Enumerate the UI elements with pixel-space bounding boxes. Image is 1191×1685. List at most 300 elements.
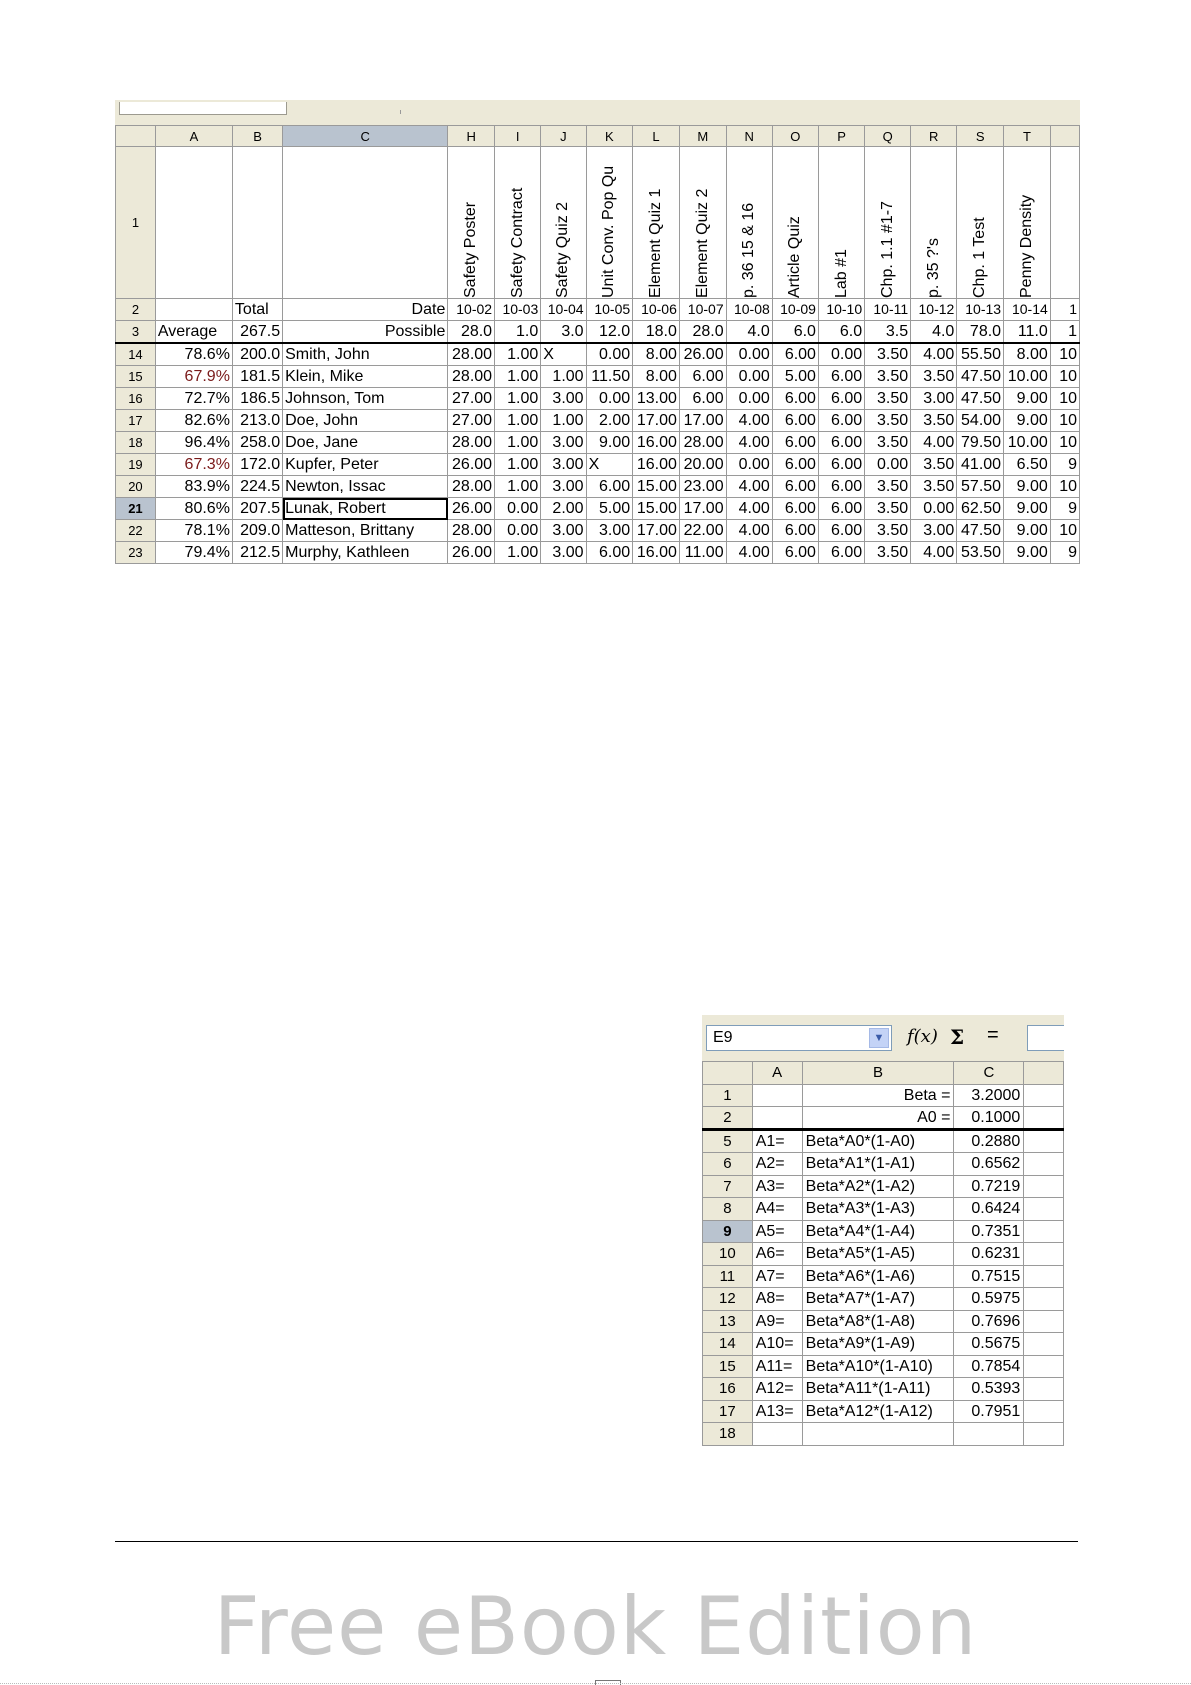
student-name-cell[interactable]: Lunak, Robert [283, 498, 448, 520]
total-cell[interactable]: 207.5 [232, 498, 282, 520]
total-cell[interactable]: 258.0 [232, 432, 282, 454]
score-cell[interactable]: 4.00 [726, 432, 772, 454]
score-cell[interactable]: 0.00 [586, 388, 633, 410]
formula-text-cell[interactable]: Beta = [802, 1084, 954, 1107]
assignment-title-cell[interactable] [957, 147, 1004, 299]
column-header-B[interactable]: B [802, 1062, 954, 1085]
empty-cell[interactable] [1024, 1265, 1064, 1288]
empty-cell[interactable] [155, 147, 232, 299]
possible-cell[interactable]: 3.5 [865, 321, 911, 344]
score-cell[interactable]: 6.00 [772, 498, 818, 520]
score-cell[interactable]: 6.00 [772, 410, 818, 432]
score-cell[interactable]: 3.00 [541, 476, 586, 498]
row-header[interactable]: 10 [703, 1243, 753, 1266]
score-cell[interactable]: 6.00 [772, 476, 818, 498]
formula-text-cell[interactable]: Beta*A8*(1-A8) [802, 1310, 954, 1333]
total-cell[interactable]: 181.5 [232, 366, 282, 388]
score-cell[interactable]: 0.00 [726, 366, 772, 388]
score-cell[interactable]: 3.00 [541, 542, 586, 564]
possible-cell[interactable]: 6.0 [818, 321, 864, 344]
score-cell[interactable]: 9 [1050, 542, 1079, 564]
row-header[interactable]: 9 [703, 1220, 753, 1243]
score-cell[interactable]: 0.00 [586, 343, 633, 366]
label-cell[interactable]: A12= [752, 1378, 802, 1401]
value-cell[interactable]: 0.6231 [954, 1243, 1024, 1266]
value-cell[interactable]: 0.5975 [954, 1288, 1024, 1311]
empty-cell[interactable] [155, 299, 232, 321]
empty-cell[interactable] [1024, 1153, 1064, 1176]
score-cell[interactable]: 6.00 [818, 432, 864, 454]
score-cell[interactable]: 6.00 [818, 542, 864, 564]
date-cell[interactable]: 10-11 [865, 299, 911, 321]
date-cell[interactable]: 10-05 [586, 299, 633, 321]
score-cell[interactable]: 11.00 [679, 542, 726, 564]
student-name-cell[interactable]: Newton, Issac [283, 476, 448, 498]
score-cell[interactable]: 9.00 [1004, 388, 1051, 410]
assignment-title-cell[interactable] [679, 147, 726, 299]
score-cell[interactable]: 8.00 [633, 343, 680, 366]
score-cell[interactable]: 54.00 [957, 410, 1004, 432]
empty-cell[interactable] [1024, 1310, 1064, 1333]
value-cell[interactable]: 0.7351 [954, 1220, 1024, 1243]
percent-cell[interactable]: 80.6% [155, 498, 232, 520]
column-header-C[interactable]: C [283, 126, 448, 147]
label-cell[interactable]: A13= [752, 1400, 802, 1423]
score-cell[interactable]: 6.00 [772, 388, 818, 410]
column-header-P[interactable]: P [818, 126, 864, 147]
score-cell[interactable]: 3.50 [865, 498, 911, 520]
score-cell[interactable]: 1.00 [495, 388, 541, 410]
label-cell[interactable] [752, 1107, 802, 1130]
empty-cell[interactable] [283, 147, 448, 299]
possible-cell[interactable]: 78.0 [957, 321, 1004, 344]
percent-cell[interactable]: 96.4% [155, 432, 232, 454]
student-name-cell[interactable]: Doe, Jane [283, 432, 448, 454]
value-cell[interactable]: 0.7219 [954, 1175, 1024, 1198]
score-cell[interactable]: X [586, 454, 633, 476]
assignment-title-cell[interactable] [541, 147, 586, 299]
date-cell[interactable]: 10-09 [772, 299, 818, 321]
formula-text-cell[interactable]: Beta*A10*(1-A10) [802, 1355, 954, 1378]
score-cell[interactable]: 0.00 [495, 520, 541, 542]
date-cell[interactable]: 10-13 [957, 299, 1004, 321]
score-cell[interactable]: 8.00 [633, 366, 680, 388]
score-cell[interactable]: 1.00 [495, 432, 541, 454]
assignment-title-cell[interactable] [726, 147, 772, 299]
score-cell[interactable]: 3.50 [911, 476, 957, 498]
empty-cell[interactable] [1024, 1400, 1064, 1423]
value-cell[interactable]: 0.7854 [954, 1355, 1024, 1378]
possible-cell[interactable]: 1 [1050, 321, 1079, 344]
formula-text-cell[interactable]: Beta*A9*(1-A9) [802, 1333, 954, 1356]
column-header-A[interactable]: A [155, 126, 232, 147]
formula-text-cell[interactable]: Beta*A5*(1-A5) [802, 1243, 954, 1266]
score-cell[interactable]: 6.00 [772, 542, 818, 564]
score-cell[interactable]: 20.00 [679, 454, 726, 476]
student-name-cell[interactable]: Johnson, Tom [283, 388, 448, 410]
empty-cell[interactable] [1024, 1288, 1064, 1311]
label-cell[interactable]: A6= [752, 1243, 802, 1266]
score-cell[interactable]: 23.00 [679, 476, 726, 498]
score-cell[interactable]: 3.50 [865, 343, 911, 366]
score-cell[interactable]: 5.00 [586, 498, 633, 520]
score-cell[interactable]: 47.50 [957, 520, 1004, 542]
row-header[interactable]: 20 [116, 476, 156, 498]
value-cell[interactable]: 0.5393 [954, 1378, 1024, 1401]
empty-cell[interactable] [1024, 1084, 1064, 1107]
row-header[interactable]: 2 [116, 299, 156, 321]
score-cell[interactable]: 6.00 [772, 343, 818, 366]
total-cell[interactable]: 209.0 [232, 520, 282, 542]
score-cell[interactable]: 28.00 [448, 520, 495, 542]
value-cell[interactable]: 0.6424 [954, 1198, 1024, 1221]
column-header-R[interactable]: R [911, 126, 957, 147]
score-cell[interactable]: 4.00 [911, 343, 957, 366]
score-cell[interactable]: 47.50 [957, 388, 1004, 410]
possible-cell[interactable]: 12.0 [586, 321, 633, 344]
score-cell[interactable]: 1.00 [495, 410, 541, 432]
score-cell[interactable]: 10 [1050, 520, 1079, 542]
score-cell[interactable]: 9.00 [1004, 520, 1051, 542]
score-cell[interactable]: 3.00 [541, 388, 586, 410]
score-cell[interactable]: 28.00 [448, 343, 495, 366]
value-cell[interactable]: 3.2000 [954, 1084, 1024, 1107]
date-label[interactable]: Date [283, 299, 448, 321]
date-cell[interactable]: 10-02 [448, 299, 495, 321]
score-cell[interactable]: 4.00 [726, 542, 772, 564]
score-cell[interactable]: 17.00 [633, 410, 680, 432]
score-cell[interactable]: 26.00 [448, 542, 495, 564]
column-header-S[interactable]: S [957, 126, 1004, 147]
label-cell[interactable]: A4= [752, 1198, 802, 1221]
row-header[interactable]: 1 [703, 1084, 753, 1107]
score-cell[interactable]: 6.00 [772, 520, 818, 542]
assignment-title-cell[interactable] [772, 147, 818, 299]
possible-cell[interactable]: 18.0 [633, 321, 680, 344]
score-cell[interactable]: 6.00 [818, 498, 864, 520]
total-label[interactable]: Total [232, 299, 282, 321]
score-cell[interactable]: 0.00 [818, 343, 864, 366]
column-header-C[interactable]: C [954, 1062, 1024, 1085]
total-cell[interactable]: 212.5 [232, 542, 282, 564]
date-cell[interactable]: 10-07 [679, 299, 726, 321]
score-cell[interactable]: 6.50 [1004, 454, 1051, 476]
row-header[interactable]: 19 [116, 454, 156, 476]
label-cell[interactable]: A2= [752, 1153, 802, 1176]
score-cell[interactable]: 5.00 [772, 366, 818, 388]
student-name-cell[interactable]: Murphy, Kathleen [283, 542, 448, 564]
column-header-next[interactable] [1024, 1062, 1064, 1085]
score-cell[interactable]: 9.00 [1004, 542, 1051, 564]
value-cell[interactable]: 0.7515 [954, 1265, 1024, 1288]
score-cell[interactable]: 26.00 [679, 343, 726, 366]
score-cell[interactable]: 1.00 [541, 410, 586, 432]
name-box[interactable] [706, 1025, 892, 1051]
date-cell[interactable]: 10-04 [541, 299, 586, 321]
row-header[interactable]: 13 [703, 1310, 753, 1333]
score-cell[interactable]: 1.00 [495, 343, 541, 366]
score-cell[interactable]: 26.00 [448, 498, 495, 520]
score-cell[interactable]: 6.00 [818, 454, 864, 476]
label-cell[interactable]: A5= [752, 1220, 802, 1243]
score-cell[interactable]: 3.00 [911, 388, 957, 410]
chevron-down-icon[interactable]: ▼ [869, 1028, 889, 1048]
score-cell[interactable]: 10 [1050, 343, 1079, 366]
score-cell[interactable]: 27.00 [448, 388, 495, 410]
score-cell[interactable]: 16.00 [633, 454, 680, 476]
score-cell[interactable]: 6.00 [772, 432, 818, 454]
empty-cell[interactable] [1024, 1243, 1064, 1266]
score-cell[interactable]: 53.50 [957, 542, 1004, 564]
score-cell[interactable]: 41.00 [957, 454, 1004, 476]
formula-input[interactable] [1027, 1025, 1064, 1051]
total-cell[interactable]: 186.5 [232, 388, 282, 410]
row-header[interactable]: 18 [116, 432, 156, 454]
row-header[interactable]: 3 [116, 321, 156, 344]
score-cell[interactable]: 4.00 [726, 410, 772, 432]
score-cell[interactable]: 16.00 [633, 432, 680, 454]
possible-cell[interactable]: 3.0 [541, 321, 586, 344]
row-header[interactable]: 22 [116, 520, 156, 542]
score-cell[interactable]: 10 [1050, 476, 1079, 498]
row-header[interactable]: 12 [703, 1288, 753, 1311]
score-cell[interactable]: 26.00 [448, 454, 495, 476]
student-name-cell[interactable]: Doe, John [283, 410, 448, 432]
possible-label[interactable]: Possible [283, 321, 448, 344]
column-header-B[interactable]: B [232, 126, 282, 147]
formula-text-cell[interactable]: Beta*A6*(1-A6) [802, 1265, 954, 1288]
score-cell[interactable]: 13.00 [633, 388, 680, 410]
value-cell[interactable]: 0.7696 [954, 1310, 1024, 1333]
assignment-title-cell[interactable] [633, 147, 680, 299]
possible-cell[interactable]: 28.0 [679, 321, 726, 344]
total-cell[interactable]: 213.0 [232, 410, 282, 432]
score-cell[interactable]: 10 [1050, 432, 1079, 454]
column-header-K[interactable]: K [586, 126, 633, 147]
label-cell[interactable]: A10= [752, 1333, 802, 1356]
column-header-next[interactable] [1050, 126, 1079, 147]
label-cell[interactable] [752, 1084, 802, 1107]
score-cell[interactable]: 0.00 [726, 343, 772, 366]
score-cell[interactable]: 10.00 [1004, 432, 1051, 454]
value-cell[interactable] [954, 1423, 1024, 1446]
score-cell[interactable]: 1.00 [541, 366, 586, 388]
total-cell[interactable]: 224.5 [232, 476, 282, 498]
row-header[interactable]: 21 [116, 498, 156, 520]
row-header[interactable]: 8 [703, 1198, 753, 1221]
formula-text-cell[interactable]: Beta*A12*(1-A12) [802, 1400, 954, 1423]
score-cell[interactable]: 0.00 [726, 388, 772, 410]
score-cell[interactable]: 3.50 [865, 388, 911, 410]
formula-text-cell[interactable]: A0 = [802, 1107, 954, 1130]
score-cell[interactable]: 15.00 [633, 498, 680, 520]
empty-cell[interactable] [1024, 1423, 1064, 1446]
date-cell[interactable]: 10-06 [633, 299, 680, 321]
formula-text-cell[interactable]: Beta*A0*(1-A0) [802, 1130, 954, 1153]
score-cell[interactable]: 17.00 [679, 410, 726, 432]
equals-icon[interactable]: = [987, 1024, 999, 1046]
row-header[interactable]: 2 [703, 1107, 753, 1130]
percent-cell[interactable]: 67.3% [155, 454, 232, 476]
score-cell[interactable]: 3.50 [911, 366, 957, 388]
column-header-H[interactable]: H [448, 126, 495, 147]
formula-text-cell[interactable]: Beta*A11*(1-A11) [802, 1378, 954, 1401]
score-cell[interactable]: 3.50 [865, 410, 911, 432]
score-cell[interactable]: 28.00 [448, 432, 495, 454]
row-header[interactable]: 7 [703, 1175, 753, 1198]
score-cell[interactable]: 2.00 [541, 498, 586, 520]
value-cell[interactable]: 0.2880 [954, 1130, 1024, 1153]
row-header[interactable]: 16 [116, 388, 156, 410]
score-cell[interactable]: 9 [1050, 454, 1079, 476]
row-header[interactable]: 17 [116, 410, 156, 432]
row-header[interactable]: 15 [116, 366, 156, 388]
percent-cell[interactable]: 78.1% [155, 520, 232, 542]
average-total[interactable]: 267.5 [232, 321, 282, 344]
date-cell[interactable]: 10-08 [726, 299, 772, 321]
date-cell[interactable]: 10-14 [1004, 299, 1051, 321]
score-cell[interactable]: 3.50 [865, 520, 911, 542]
row-header[interactable]: 15 [703, 1355, 753, 1378]
score-cell[interactable]: 28.00 [448, 366, 495, 388]
score-cell[interactable]: 1.00 [495, 454, 541, 476]
value-cell[interactable]: 0.1000 [954, 1107, 1024, 1130]
score-cell[interactable]: 57.50 [957, 476, 1004, 498]
date-cell[interactable]: 10-10 [818, 299, 864, 321]
score-cell[interactable]: 11.50 [586, 366, 633, 388]
score-cell[interactable]: 3.00 [541, 432, 586, 454]
empty-cell[interactable] [1024, 1333, 1064, 1356]
empty-cell[interactable] [232, 147, 282, 299]
score-cell[interactable]: 4.00 [726, 520, 772, 542]
value-cell[interactable]: 0.5675 [954, 1333, 1024, 1356]
label-cell[interactable]: A7= [752, 1265, 802, 1288]
score-cell[interactable]: 6.00 [818, 366, 864, 388]
assignment-title-cell[interactable] [448, 147, 495, 299]
score-cell[interactable]: 4.00 [911, 432, 957, 454]
score-cell[interactable]: 6.00 [679, 388, 726, 410]
score-cell[interactable]: 3.00 [541, 454, 586, 476]
score-cell[interactable]: 1.00 [495, 542, 541, 564]
score-cell[interactable]: 3.50 [911, 454, 957, 476]
column-header-M[interactable]: M [679, 126, 726, 147]
column-header-T[interactable]: T [1004, 126, 1051, 147]
score-cell[interactable]: 10 [1050, 366, 1079, 388]
score-cell[interactable]: 3.00 [586, 520, 633, 542]
score-cell[interactable]: 2.00 [586, 410, 633, 432]
row-header[interactable]: 14 [116, 343, 156, 366]
label-cell[interactable]: A3= [752, 1175, 802, 1198]
score-cell[interactable]: 47.50 [957, 366, 1004, 388]
score-cell[interactable]: 8.00 [1004, 343, 1051, 366]
score-cell[interactable]: 3.50 [911, 410, 957, 432]
empty-cell[interactable] [1024, 1220, 1064, 1243]
percent-cell[interactable]: 72.7% [155, 388, 232, 410]
score-cell[interactable]: 27.00 [448, 410, 495, 432]
column-header-Q[interactable]: Q [865, 126, 911, 147]
possible-cell[interactable]: 4.0 [911, 321, 957, 344]
date-cell[interactable]: 1 [1050, 299, 1079, 321]
date-cell[interactable]: 10-12 [911, 299, 957, 321]
score-cell[interactable]: 9.00 [1004, 410, 1051, 432]
score-cell[interactable]: 3.00 [911, 520, 957, 542]
score-cell[interactable]: 9.00 [586, 432, 633, 454]
score-cell[interactable]: 6.00 [818, 410, 864, 432]
percent-cell[interactable]: 83.9% [155, 476, 232, 498]
score-cell[interactable]: 10 [1050, 388, 1079, 410]
function-wizard-icon[interactable]: f(x) [907, 1026, 938, 1047]
label-cell[interactable] [752, 1423, 802, 1446]
score-cell[interactable]: 6.00 [586, 476, 633, 498]
assignment-title-cell[interactable] [586, 147, 633, 299]
student-name-cell[interactable]: Klein, Mike [283, 366, 448, 388]
score-cell[interactable]: 28.00 [448, 476, 495, 498]
student-name-cell[interactable]: Matteson, Brittany [283, 520, 448, 542]
row-header[interactable]: 1 [116, 147, 156, 299]
score-cell[interactable]: 3.50 [865, 366, 911, 388]
possible-cell[interactable]: 4.0 [726, 321, 772, 344]
score-cell[interactable]: 22.00 [679, 520, 726, 542]
corner-cell[interactable] [116, 126, 156, 147]
value-cell[interactable]: 0.7951 [954, 1400, 1024, 1423]
empty-cell[interactable] [1024, 1198, 1064, 1221]
score-cell[interactable]: 9.00 [1004, 498, 1051, 520]
score-cell[interactable]: 6.00 [818, 476, 864, 498]
score-cell[interactable]: 4.00 [726, 498, 772, 520]
score-cell[interactable]: X [541, 343, 586, 366]
date-cell[interactable]: 10-03 [495, 299, 541, 321]
score-cell[interactable]: 0.00 [495, 498, 541, 520]
empty-cell[interactable] [1024, 1107, 1064, 1130]
score-cell[interactable]: 28.00 [679, 432, 726, 454]
percent-cell[interactable]: 82.6% [155, 410, 232, 432]
score-cell[interactable]: 10 [1050, 410, 1079, 432]
row-header[interactable]: 14 [703, 1333, 753, 1356]
score-cell[interactable]: 17.00 [679, 498, 726, 520]
column-header-N[interactable]: N [726, 126, 772, 147]
score-cell[interactable]: 62.50 [957, 498, 1004, 520]
assignment-title-cell[interactable] [1050, 147, 1079, 299]
empty-cell[interactable] [1024, 1355, 1064, 1378]
score-cell[interactable]: 0.00 [726, 454, 772, 476]
score-cell[interactable]: 9.00 [1004, 476, 1051, 498]
label-cell[interactable]: A9= [752, 1310, 802, 1333]
label-cell[interactable]: A11= [752, 1355, 802, 1378]
column-header-O[interactable]: O [772, 126, 818, 147]
score-cell[interactable]: 4.00 [911, 542, 957, 564]
row-header[interactable]: 11 [703, 1265, 753, 1288]
percent-cell[interactable]: 78.6% [155, 343, 232, 366]
row-header[interactable]: 16 [703, 1378, 753, 1401]
row-header[interactable]: 5 [703, 1130, 753, 1153]
sum-icon[interactable]: Σ [950, 1025, 965, 1049]
formula-text-cell[interactable]: Beta*A7*(1-A7) [802, 1288, 954, 1311]
assignment-title-cell[interactable] [865, 147, 911, 299]
column-header-L[interactable]: L [633, 126, 680, 147]
score-cell[interactable]: 0.00 [911, 498, 957, 520]
percent-cell[interactable]: 79.4% [155, 542, 232, 564]
formula-text-cell[interactable]: Beta*A4*(1-A4) [802, 1220, 954, 1243]
label-cell[interactable]: A8= [752, 1288, 802, 1311]
score-cell[interactable]: 3.50 [865, 432, 911, 454]
corner-cell[interactable] [703, 1062, 753, 1085]
score-cell[interactable]: 15.00 [633, 476, 680, 498]
assignment-title-cell[interactable] [818, 147, 864, 299]
column-header-J[interactable]: J [541, 126, 586, 147]
total-cell[interactable]: 200.0 [232, 343, 282, 366]
average-label[interactable]: Average [155, 321, 232, 344]
row-header[interactable]: 18 [703, 1423, 753, 1446]
